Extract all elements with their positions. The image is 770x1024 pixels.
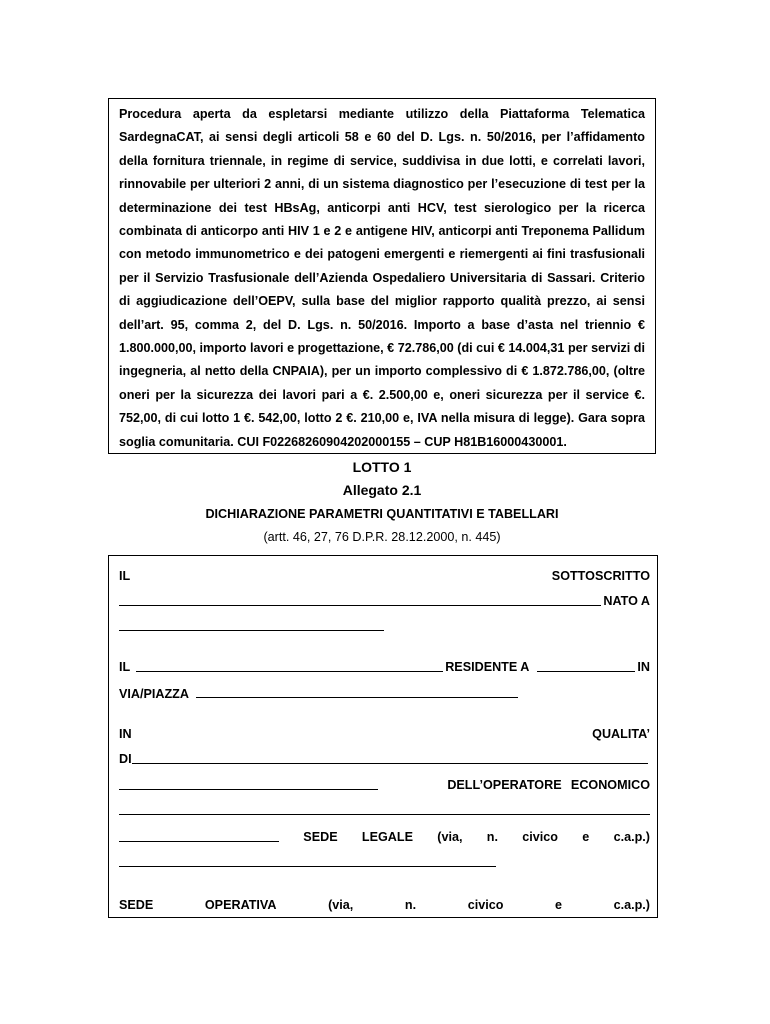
label-cap-op: c.a.p.) bbox=[613, 898, 650, 912]
label-cap: c.a.p.) bbox=[613, 830, 650, 844]
label-nato-a: NATO A bbox=[603, 594, 650, 608]
row-operator-name bbox=[119, 802, 650, 815]
label-n-op: n. bbox=[404, 898, 417, 912]
procedure-description-box bbox=[108, 98, 656, 454]
label-sede: SEDE bbox=[303, 830, 338, 844]
row-nato-a bbox=[119, 593, 650, 609]
label-civico-op: civico bbox=[467, 898, 504, 912]
address-field[interactable] bbox=[196, 685, 518, 698]
row-sede-legale bbox=[119, 829, 650, 845]
row-birthplace bbox=[119, 618, 650, 635]
label-dell-operatore: DELL’OPERATORE bbox=[447, 778, 562, 792]
label-e: e bbox=[582, 830, 590, 844]
row-sede-operativa bbox=[119, 897, 650, 913]
legal-address-field[interactable] bbox=[119, 854, 496, 867]
label-qualita: QUALITA’ bbox=[592, 727, 650, 741]
label-sottoscritto: SOTTOSCRITTO bbox=[551, 569, 650, 583]
declaration-title: DICHIARAZIONE PARAMETRI QUANTITATIVI E TABELLARI bbox=[205, 507, 559, 521]
label-legale: LEGALE bbox=[361, 830, 413, 844]
row-legal-address bbox=[119, 854, 650, 871]
label-operativa: OPERATIVA bbox=[204, 898, 277, 912]
row-di bbox=[119, 751, 650, 767]
label-residente-a: RESIDENTE A bbox=[445, 660, 530, 674]
role-continuation-field[interactable] bbox=[119, 777, 378, 790]
row-in-qualita bbox=[119, 726, 650, 742]
row-operatore-economico bbox=[119, 777, 650, 793]
birthplace-field[interactable] bbox=[119, 618, 384, 631]
row-il-residente bbox=[119, 659, 650, 675]
label-n: n. bbox=[486, 830, 498, 844]
label-via-op: (via, bbox=[328, 898, 354, 912]
label-il-date: IL bbox=[119, 660, 131, 674]
legal-reference: (artt. 46, 27, 76 D.P.R. 28.12.2000, n. 445) bbox=[263, 530, 501, 544]
label-di: DI bbox=[119, 752, 132, 766]
label-via: (via, bbox=[437, 830, 463, 844]
label-sede-op: SEDE bbox=[119, 898, 154, 912]
role-field[interactable] bbox=[132, 751, 648, 764]
row-via-piazza bbox=[119, 685, 650, 702]
row-il-sottoscritto bbox=[119, 568, 650, 584]
residence-field[interactable] bbox=[537, 659, 635, 672]
label-via-piazza: VIA/PIAZZA bbox=[119, 687, 189, 701]
allegato-heading: Allegato 2.1 bbox=[342, 482, 422, 498]
lotto-heading: LOTTO 1 bbox=[352, 459, 412, 475]
procedure-description-text: Procedura aperta da espletarsi mediante utilizzo della Piattaforma Telematica SardegnaCAT, ai sensi degli articoli 58 e 60 del D. Lgs. n. 50/2016, per l’affidamento della fornitura triennale, in regime di service, suddivisa in due lotti, e correlati lavori, rinnovabile per ulteriori 2 anni, di un sistema diagnostico per l’esecuzione di test per la determinazione dei test HBsAg, anticorpi anti HCV, test sierologico per la ricerca combinata di anticorpo anti HIV 1 e 2 e antigene HIV, anticorpi anti Treponema Pallidum con metodo immunometrico e dei patogeni emergenti e riemergenti ai fini trasfusionali per il Servizio Trasfusionale dell’Azienda Ospedaliero Universitaria di Sassari. Criterio di aggiudicazione dell’OEPV, sulla base del miglior rapporto qualità prezzo, ai sensi dell’art. 95, comma 2, del D. Lgs. n. 50/2016. Importo a base d’asta nel triennio € 1.800.000,00, importo lavori e progettazione, € 72.786,00 (di cui € 14.004,31 per servizi di ingegneria, al netto della CNPAIA), per un importo complessivo di € 1.872.786,00, (oltre oneri per la sicurezza dei lavori pari a €. 2.500,00 e, oneri sicurezza per il service €. 752,00, di cui lotto 1 €. 542,00, lotto 2 €. 210,00 e, IVA nella misura di legge). Gara sopra soglia comunitaria. CUI F02268260904202000155 – CUP H81B16000430001. bbox=[119, 107, 645, 449]
declaration-form bbox=[108, 555, 658, 918]
label-il: IL bbox=[119, 569, 131, 583]
label-economico: ECONOMICO bbox=[570, 778, 650, 792]
label-e-op: e bbox=[554, 898, 562, 912]
operator-name-field[interactable] bbox=[119, 802, 650, 815]
operator-name-continuation-field[interactable] bbox=[119, 829, 279, 842]
label-in: IN bbox=[637, 660, 650, 674]
birthdate-field[interactable] bbox=[136, 659, 443, 672]
label-in-qualita: IN bbox=[119, 727, 132, 741]
label-civico: civico bbox=[522, 830, 558, 844]
name-field[interactable] bbox=[119, 593, 601, 606]
